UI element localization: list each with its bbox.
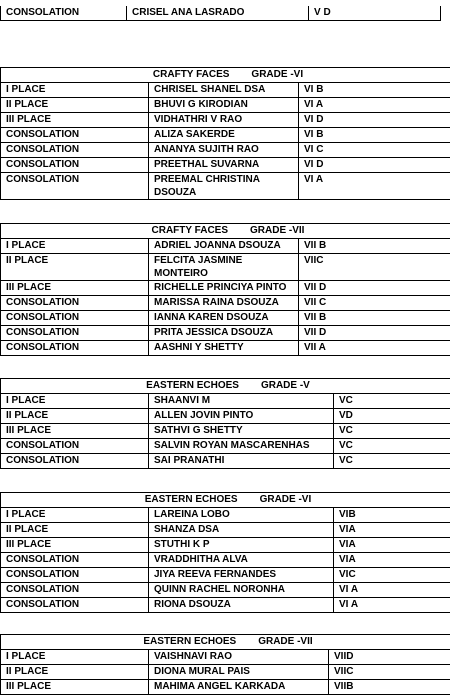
name-cell: FELCITA JASMINE MONTEIRO [149, 254, 299, 281]
name-cell: IANNA KAREN DSOUZA [149, 311, 299, 326]
table-row [1, 113, 450, 128]
name-cell: VIDHATHRI V RAO [149, 113, 299, 128]
results-table-eastern-echoes-v [0, 378, 450, 469]
name-cell: VAISHNAVI RAO [149, 650, 329, 665]
table-row [1, 239, 450, 254]
table-row [1, 254, 450, 281]
name-cell: STUTHI K P [149, 538, 334, 553]
place-cell: CONSOLATION [1, 296, 149, 311]
place-cell: CONSOLATION [1, 128, 149, 143]
event-title: EASTERN ECHOES [143, 635, 236, 648]
place-cell: CONSOLATION [1, 143, 149, 158]
grade-cell: VD [334, 409, 450, 424]
table-row [1, 6, 441, 21]
place-cell: I PLACE [1, 83, 149, 98]
table-row [1, 508, 450, 523]
table-row [1, 98, 450, 113]
grade-cell: VII B [299, 311, 450, 326]
results-table-eastern-echoes-vi [0, 492, 450, 613]
table-row [1, 553, 450, 568]
grade-cell: VI B [299, 128, 450, 143]
grade-cell: VI D [299, 158, 450, 173]
grade-cell: VIC [334, 568, 450, 583]
place-cell: CONSOLATION [1, 158, 149, 173]
grade-label: GRADE -VI [251, 68, 303, 81]
table-row [1, 394, 450, 409]
name-cell: JIYA REEVA FERNANDES [149, 568, 334, 583]
table-header [1, 493, 450, 508]
place-cell: CONSOLATION [1, 583, 149, 598]
place-cell: III PLACE [1, 538, 149, 553]
place-cell: II PLACE [1, 665, 149, 680]
place-cell: CONSOLATION [1, 439, 149, 454]
name-cell: ALLEN JOVIN PINTO [149, 409, 334, 424]
results-table-crafty-faces-vi [0, 67, 450, 200]
place-cell: I PLACE [1, 394, 149, 409]
name-cell: RIONA DSOUZA [149, 598, 334, 613]
place-cell: CONSOLATION [1, 326, 149, 341]
table-row [1, 83, 450, 98]
name-cell: DIONA MURAL PAIS [149, 665, 329, 680]
top-table [0, 6, 441, 21]
table-row [1, 341, 450, 356]
table-row [1, 454, 450, 469]
name-cell: MARISSA RAINA DSOUZA [149, 296, 299, 311]
grade-cell: VIA [334, 523, 450, 538]
grade-cell: VI A [334, 598, 450, 613]
table-row [1, 296, 450, 311]
grade-cell: VI D [299, 113, 450, 128]
table-row [1, 598, 450, 613]
table-row [1, 173, 450, 200]
table-row [1, 128, 450, 143]
place-cell: CONSOLATION [1, 173, 149, 200]
name-cell: SHAANVI M [149, 394, 334, 409]
place-cell: III PLACE [1, 680, 149, 695]
name-cell: SHANZA DSA [149, 523, 334, 538]
grade-cell: VC [334, 424, 450, 439]
table-header [1, 635, 450, 650]
name-cell: SALVIN ROYAN MASCARENHAS [149, 439, 334, 454]
grade-cell: VI A [299, 173, 450, 200]
grade-cell: VII D [299, 281, 450, 296]
place-cell: I PLACE [1, 239, 149, 254]
grade-cell: VIID [329, 650, 450, 665]
name-cell: RICHELLE PRINCIYA PINTO [149, 281, 299, 296]
table-row [1, 281, 450, 296]
table-row [1, 583, 450, 598]
grade-cell: VIIC [329, 665, 450, 680]
place-cell: CONSOLATION [1, 6, 127, 21]
place-cell: I PLACE [1, 650, 149, 665]
event-title: CRAFTY FACES [152, 224, 229, 237]
place-cell: II PLACE [1, 254, 149, 281]
grade-cell: VC [334, 454, 450, 469]
name-cell: CHRISEL SHANEL DSA [149, 83, 299, 98]
place-cell: CONSOLATION [1, 341, 149, 356]
name-cell: PRITA JESSICA DSOUZA [149, 326, 299, 341]
place-cell: CONSOLATION [1, 568, 149, 583]
name-cell: ALIZA SAKERDE [149, 128, 299, 143]
name-cell: PREEMAL CHRISTINA DSOUZA [149, 173, 299, 200]
table-header [1, 224, 450, 239]
name-cell: SAI PRANATHI [149, 454, 334, 469]
name-cell: MAHIMA ANGEL KARKADA [149, 680, 329, 695]
place-cell: II PLACE [1, 523, 149, 538]
table-row [1, 409, 450, 424]
grade-cell: V D [309, 6, 441, 21]
name-cell: CRISEL ANA LASRADO [127, 6, 309, 21]
grade-cell: VIA [334, 553, 450, 568]
grade-cell: VI A [334, 583, 450, 598]
name-cell: ADRIEL JOANNA DSOUZA [149, 239, 299, 254]
name-cell: BHUVI G KIRODIAN [149, 98, 299, 113]
grade-label: GRADE -V [261, 379, 310, 392]
name-cell: VRADDHITHA ALVA [149, 553, 334, 568]
grade-cell: VC [334, 394, 450, 409]
table-row [1, 143, 450, 158]
place-cell: CONSOLATION [1, 311, 149, 326]
table-row [1, 538, 450, 553]
table-row [1, 158, 450, 173]
place-cell: II PLACE [1, 409, 149, 424]
grade-cell: VII D [299, 326, 450, 341]
grade-cell: VII A [299, 341, 450, 356]
grade-cell: VC [334, 439, 450, 454]
place-cell: CONSOLATION [1, 454, 149, 469]
name-cell: QUINN RACHEL NORONHA [149, 583, 334, 598]
place-cell: I PLACE [1, 508, 149, 523]
table-row [1, 439, 450, 454]
name-cell: PREETHAL SUVARNA [149, 158, 299, 173]
name-cell: ANANYA SUJITH RAO [149, 143, 299, 158]
grade-label: GRADE -VI [260, 493, 312, 506]
name-cell: SATHVI G SHETTY [149, 424, 334, 439]
table-row [1, 568, 450, 583]
place-cell: III PLACE [1, 281, 149, 296]
grade-cell: VIA [334, 538, 450, 553]
table-row [1, 311, 450, 326]
table-row [1, 665, 450, 680]
table-row [1, 424, 450, 439]
table-header [1, 68, 450, 83]
table-row [1, 326, 450, 341]
grade-cell: VI A [299, 98, 450, 113]
event-title: EASTERN ECHOES [146, 379, 239, 392]
grade-cell: VIIB [329, 680, 450, 695]
table-row [1, 523, 450, 538]
grade-cell: VI B [299, 83, 450, 98]
name-cell: AASHNI Y SHETTY [149, 341, 299, 356]
results-table-crafty-faces-vii [0, 223, 450, 356]
grade-label: GRADE -VII [258, 635, 312, 648]
table-header [1, 379, 450, 394]
grade-label: GRADE -VII [250, 224, 304, 237]
event-title: EASTERN ECHOES [145, 493, 238, 506]
table-row [1, 680, 450, 695]
grade-cell: VIB [334, 508, 450, 523]
place-cell: III PLACE [1, 113, 149, 128]
grade-cell: VIIC [299, 254, 450, 281]
table-row [1, 650, 450, 665]
place-cell: CONSOLATION [1, 553, 149, 568]
place-cell: II PLACE [1, 98, 149, 113]
grade-cell: VII C [299, 296, 450, 311]
place-cell: III PLACE [1, 424, 149, 439]
grade-cell: VI C [299, 143, 450, 158]
event-title: CRAFTY FACES [153, 68, 230, 81]
name-cell: LAREINA LOBO [149, 508, 334, 523]
place-cell: CONSOLATION [1, 598, 149, 613]
grade-cell: VII B [299, 239, 450, 254]
results-table-eastern-echoes-vii [0, 634, 450, 695]
